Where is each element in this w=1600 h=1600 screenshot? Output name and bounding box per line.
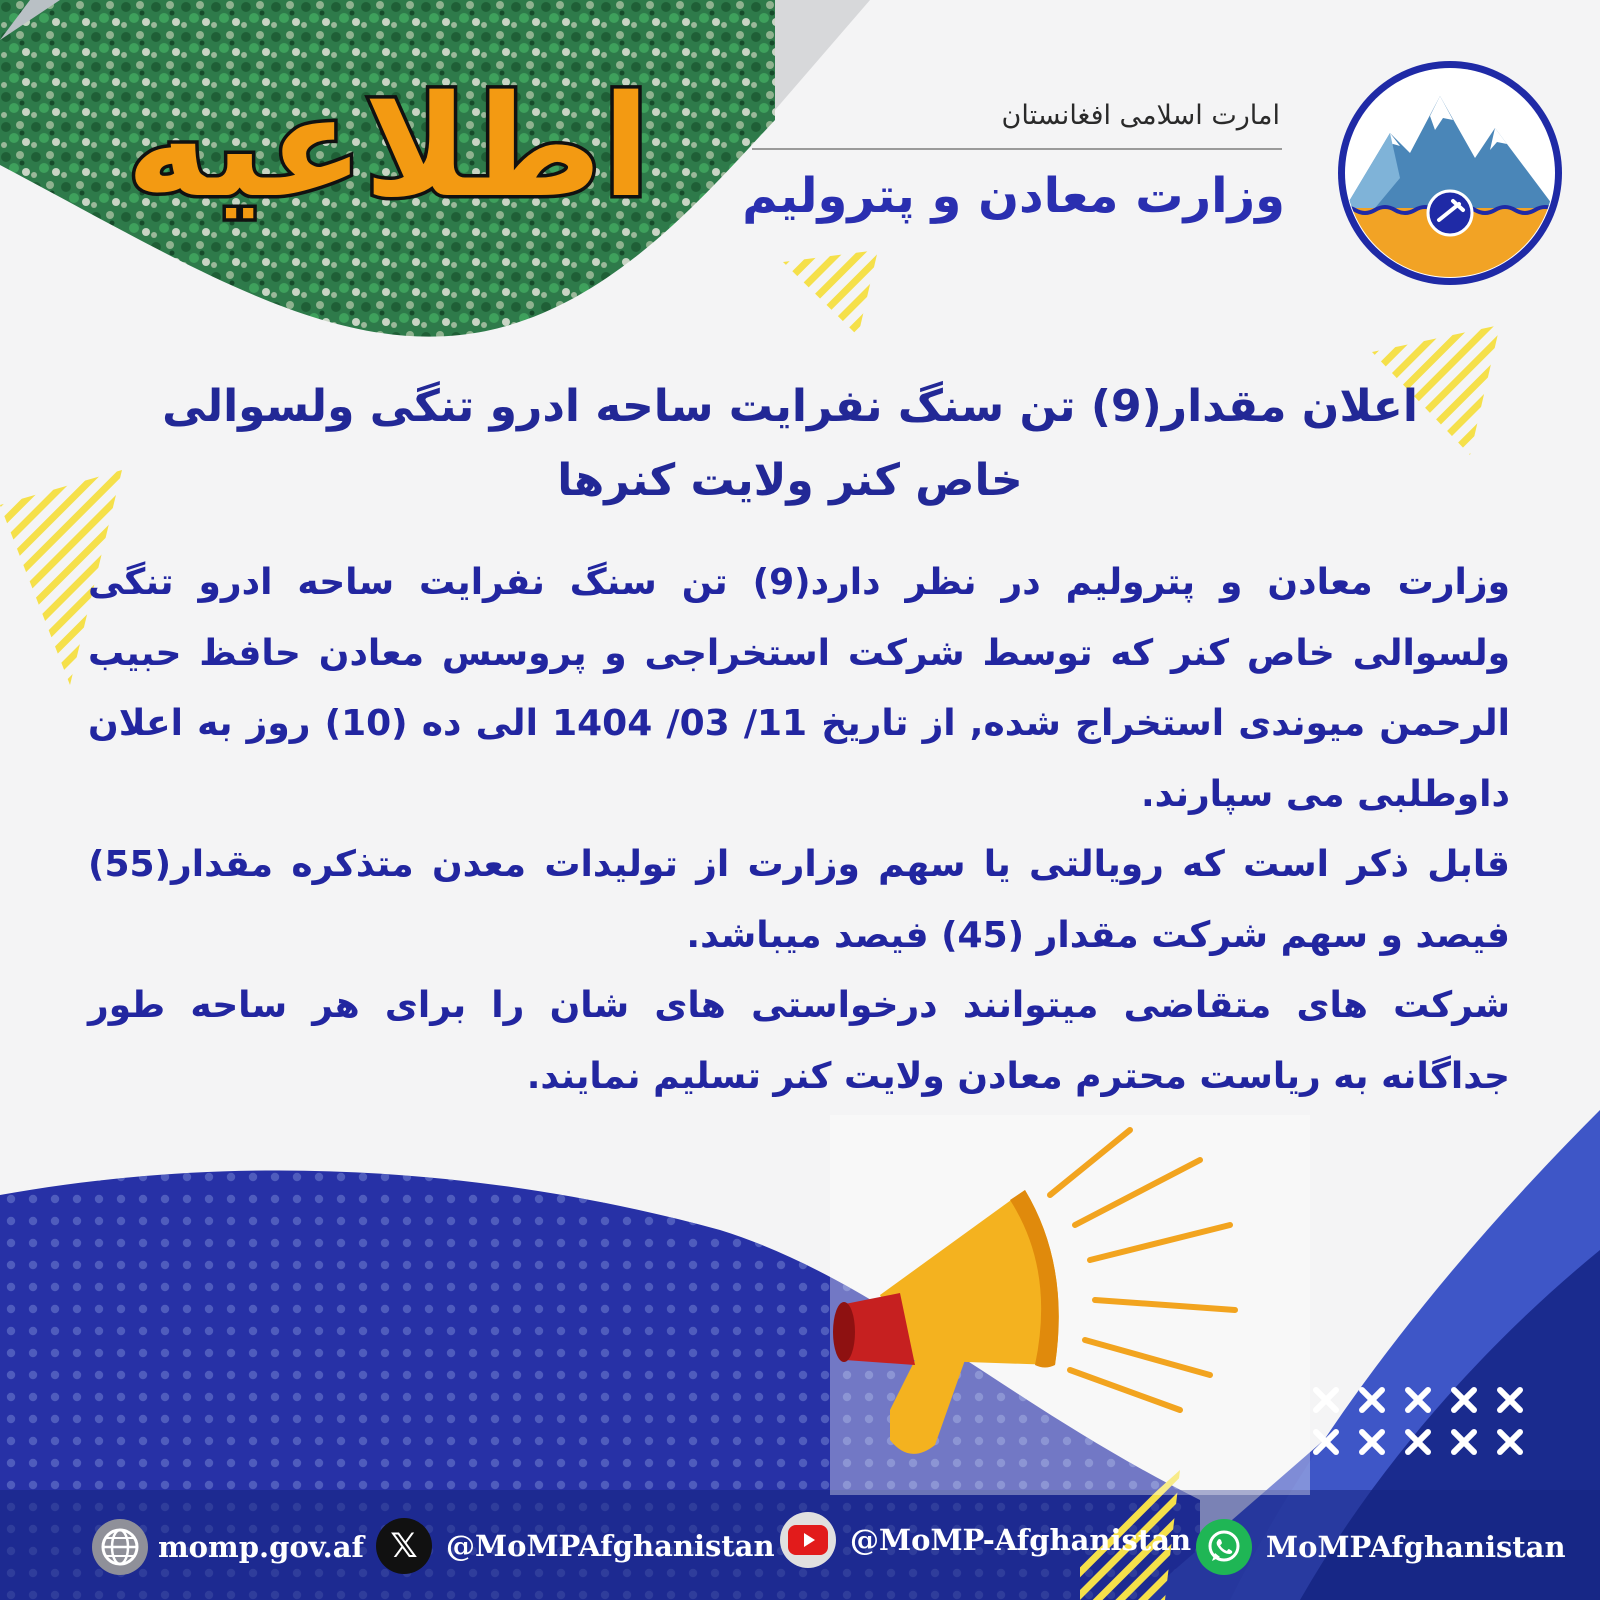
footer-youtube[interactable] <box>780 1510 1191 1570</box>
footer-website[interactable] <box>92 1517 364 1577</box>
youtube-handle[interactable]: @MoMP-Afghanistan <box>850 1523 1192 1557</box>
ministry-title: وزارت معادن و پترولیم <box>742 168 1285 224</box>
body-paragraph-1: وزارت معادن و پترولیم در نظر دارد(9) تن سنگ نفرایت ساحه ادرو تنگی ولسوالی خاص کنر که توسط شرکت استخراجی و پروسس معادن حافظ حبیب الرحمن میوندی استخراج شده, از تاریخ 11/ 03/ 1404 الی ده (10) روز به اعلان داوطلبی می سپارند. <box>88 562 1510 815</box>
footer-x[interactable] <box>376 1516 775 1576</box>
notice-heading: اطلاعیه <box>126 66 650 229</box>
globe-icon <box>92 1519 148 1575</box>
website-link[interactable]: momp.gov.af <box>158 1530 365 1564</box>
headline-line-1: اعلان مقدار(9) تن سنگ نفرایت ساحه ادرو تنگی ولسوالی <box>162 381 1418 432</box>
body-paragraph-2: قابل ذکر است که رویالتی یا سهم وزارت از تولیدات معدن متذکره مقدار(55) فیصد و سهم شرکت مقدار (45) فیصد میباشد. <box>88 844 1510 956</box>
announcement-body <box>88 548 1510 1112</box>
footer-whatsapp[interactable] <box>1196 1517 1566 1577</box>
x-logo-icon: 𝕏 <box>376 1518 432 1574</box>
header-divider <box>752 148 1282 150</box>
body-paragraph-3: شرکت های متقاضی میتوانند درخواستی های شان را برای هر ساحه طور جداگانه به ریاست محترم معادن ولایت کنر تسلیم نمایند. <box>88 985 1510 1097</box>
emirate-subtitle: امارت اسلامی افغانستان <box>1001 100 1280 131</box>
whatsapp-handle[interactable]: MoMPAfghanistan <box>1266 1530 1566 1564</box>
ministry-logo <box>1335 58 1565 288</box>
whatsapp-icon <box>1196 1519 1252 1575</box>
headline-line-2: خاص کنر ولایت کنرها <box>557 455 1023 506</box>
announcement-headline <box>150 370 1430 518</box>
x-handle[interactable]: @MoMPAfghanistan <box>446 1529 775 1563</box>
youtube-icon <box>780 1512 836 1568</box>
megaphone-illustration <box>830 1115 1310 1495</box>
